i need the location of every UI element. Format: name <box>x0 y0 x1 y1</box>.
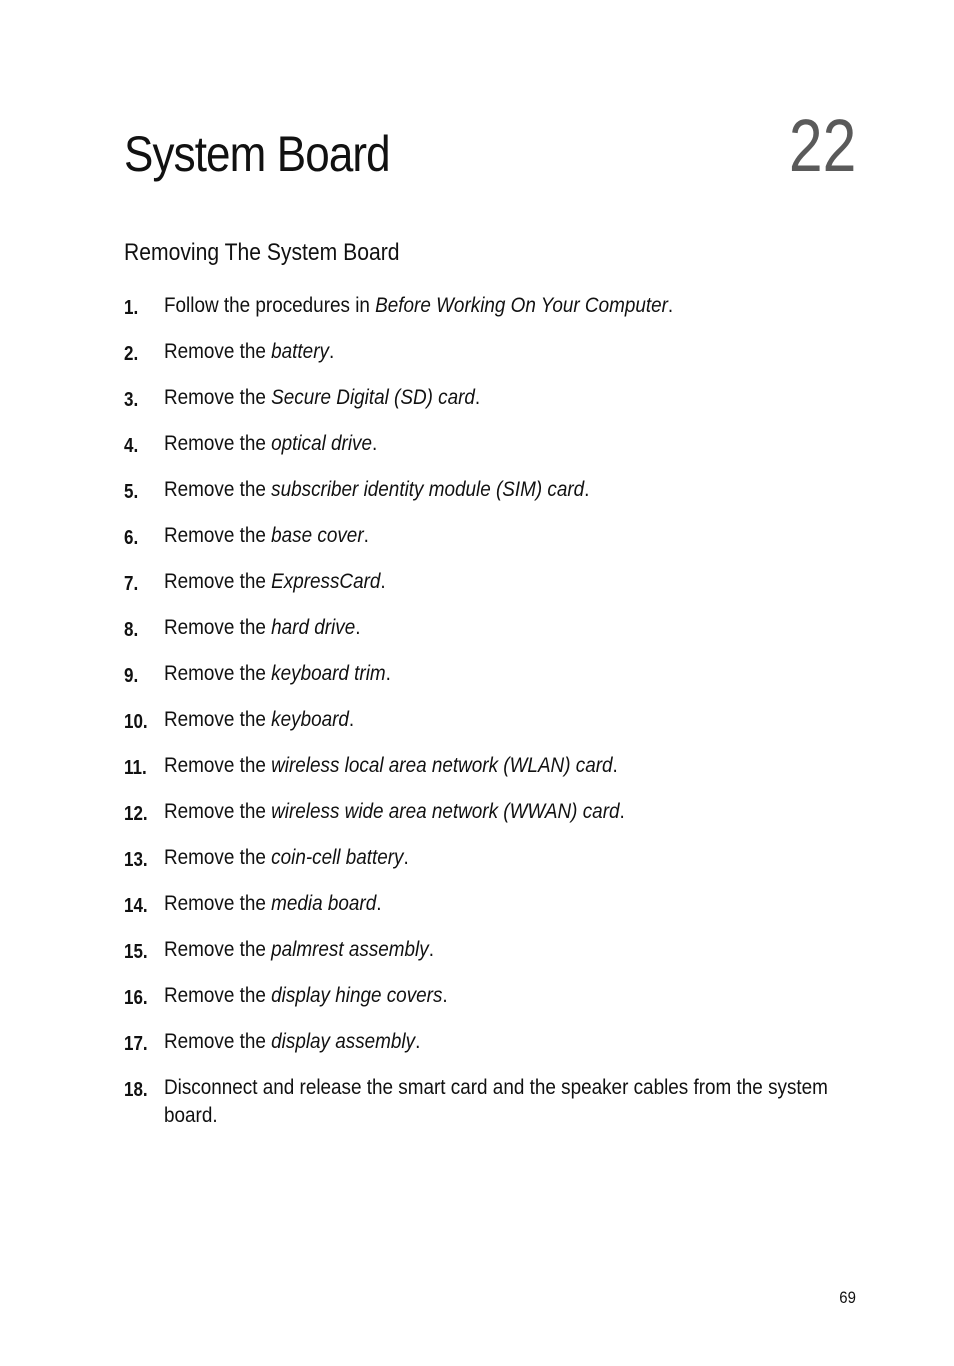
step-link[interactable]: keyboard <box>271 708 349 731</box>
step-1 <box>124 292 834 322</box>
step-7 <box>124 568 834 598</box>
step-link[interactable]: base cover <box>271 524 364 547</box>
step-text <box>164 660 833 688</box>
step-text <box>164 844 833 872</box>
step-link[interactable]: display assembly <box>271 1030 416 1053</box>
step-number: 1. <box>124 297 139 319</box>
step-text <box>164 338 833 366</box>
step-suffix: . <box>372 432 378 455</box>
step-suffix: . <box>385 662 391 685</box>
step-number: 17. <box>124 1033 148 1055</box>
step-suffix: . <box>328 340 335 363</box>
step-link[interactable]: media board <box>271 892 377 915</box>
step-11 <box>124 752 834 782</box>
step-suffix: . <box>612 754 618 777</box>
step-prefix: Remove the <box>164 938 272 961</box>
step-text <box>164 384 833 412</box>
step-text <box>164 476 833 504</box>
step-text <box>164 890 833 918</box>
step-link[interactable]: palmrest assembly <box>271 938 429 961</box>
step-link[interactable]: battery <box>271 340 329 363</box>
step-suffix: . <box>403 846 409 869</box>
step-prefix: Remove the <box>164 984 272 1007</box>
step-text <box>164 798 833 826</box>
step-number: 13. <box>124 849 148 871</box>
step-12 <box>124 798 834 828</box>
step-link[interactable]: wireless local area network (WLAN) card <box>271 754 613 777</box>
step-text <box>164 752 833 780</box>
step-suffix: . <box>584 478 590 501</box>
step-number: 8. <box>124 619 139 641</box>
step-4 <box>124 430 834 460</box>
chapter-title: System Board <box>124 126 390 182</box>
step-16 <box>124 982 834 1012</box>
step-suffix: . <box>442 984 448 1007</box>
step-prefix: Remove the <box>164 478 272 501</box>
step-number: 9. <box>124 665 139 687</box>
step-link[interactable]: ExpressCard <box>271 570 381 593</box>
step-link[interactable]: hard drive <box>271 616 356 639</box>
step-text <box>164 706 833 734</box>
step-prefix: Follow the procedures in <box>164 294 376 317</box>
step-suffix: . <box>667 294 674 317</box>
step-suffix: . <box>428 938 434 961</box>
step-suffix: . <box>380 570 386 593</box>
step-5 <box>124 476 834 506</box>
step-text <box>164 936 833 964</box>
step-17 <box>124 1028 834 1058</box>
step-number: 12. <box>124 803 148 825</box>
step-prefix: Remove the <box>164 432 272 455</box>
step-14 <box>124 890 834 920</box>
step-prefix: Disconnect and release the smart card and the speaker cables from the system board. <box>164 1076 828 1127</box>
step-text <box>164 1074 833 1130</box>
step-text <box>164 614 833 642</box>
step-18 <box>124 1074 834 1130</box>
step-number: 4. <box>124 435 139 457</box>
step-prefix: Remove the <box>164 800 272 823</box>
step-number: 18. <box>124 1079 148 1101</box>
step-text <box>164 522 833 550</box>
procedure-steps <box>124 292 834 1146</box>
step-prefix: Remove the <box>164 892 272 915</box>
step-number: 2. <box>124 343 139 365</box>
step-prefix: Remove the <box>164 754 272 777</box>
step-prefix: Remove the <box>164 846 272 869</box>
step-suffix: . <box>376 892 382 915</box>
step-suffix: . <box>619 800 625 823</box>
step-suffix: . <box>348 708 355 731</box>
step-number: 7. <box>124 573 139 595</box>
step-3 <box>124 384 834 414</box>
step-number: 6. <box>124 527 139 549</box>
step-number: 11. <box>124 757 147 779</box>
step-prefix: Remove the <box>164 386 272 409</box>
step-number: 5. <box>124 481 139 503</box>
step-link[interactable]: wireless wide area network (WWAN) card <box>271 800 620 823</box>
step-link[interactable]: optical drive <box>271 432 373 455</box>
step-prefix: Remove the <box>164 524 272 547</box>
step-text <box>164 430 833 458</box>
step-8 <box>124 614 834 644</box>
step-text <box>164 1028 833 1056</box>
step-text <box>164 568 833 596</box>
step-link[interactable]: subscriber identity module (SIM) card <box>271 478 585 501</box>
step-number: 10. <box>124 711 148 733</box>
step-prefix: Remove the <box>164 616 272 639</box>
step-prefix: Remove the <box>164 708 272 731</box>
step-text <box>164 982 833 1010</box>
step-number: 16. <box>124 987 148 1009</box>
step-prefix: Remove the <box>164 1030 272 1053</box>
step-link[interactable]: coin-cell battery <box>271 846 404 869</box>
section-heading: Removing The System Board <box>124 239 400 266</box>
step-prefix: Remove the <box>164 662 272 685</box>
step-suffix: . <box>415 1030 421 1053</box>
step-link[interactable]: display hinge covers <box>271 984 443 1007</box>
step-link[interactable]: keyboard trim <box>271 662 386 685</box>
chapter-number: 22 <box>788 104 856 187</box>
step-link[interactable]: Secure Digital (SD) card <box>271 386 475 409</box>
step-suffix: . <box>355 616 361 639</box>
step-13 <box>124 844 834 874</box>
step-prefix: Remove the <box>164 340 272 363</box>
step-number: 14. <box>124 895 148 917</box>
step-text <box>164 292 833 320</box>
step-suffix: . <box>363 524 369 547</box>
step-suffix: . <box>474 386 481 409</box>
step-10 <box>124 706 834 736</box>
step-2 <box>124 338 834 368</box>
page-number: 69 <box>839 1288 856 1307</box>
step-link[interactable]: Before Working On Your Computer <box>375 294 668 317</box>
step-9 <box>124 660 834 690</box>
step-6 <box>124 522 834 552</box>
step-number: 15. <box>124 941 148 963</box>
step-number: 3. <box>124 389 139 411</box>
step-prefix: Remove the <box>164 570 272 593</box>
step-15 <box>124 936 834 966</box>
